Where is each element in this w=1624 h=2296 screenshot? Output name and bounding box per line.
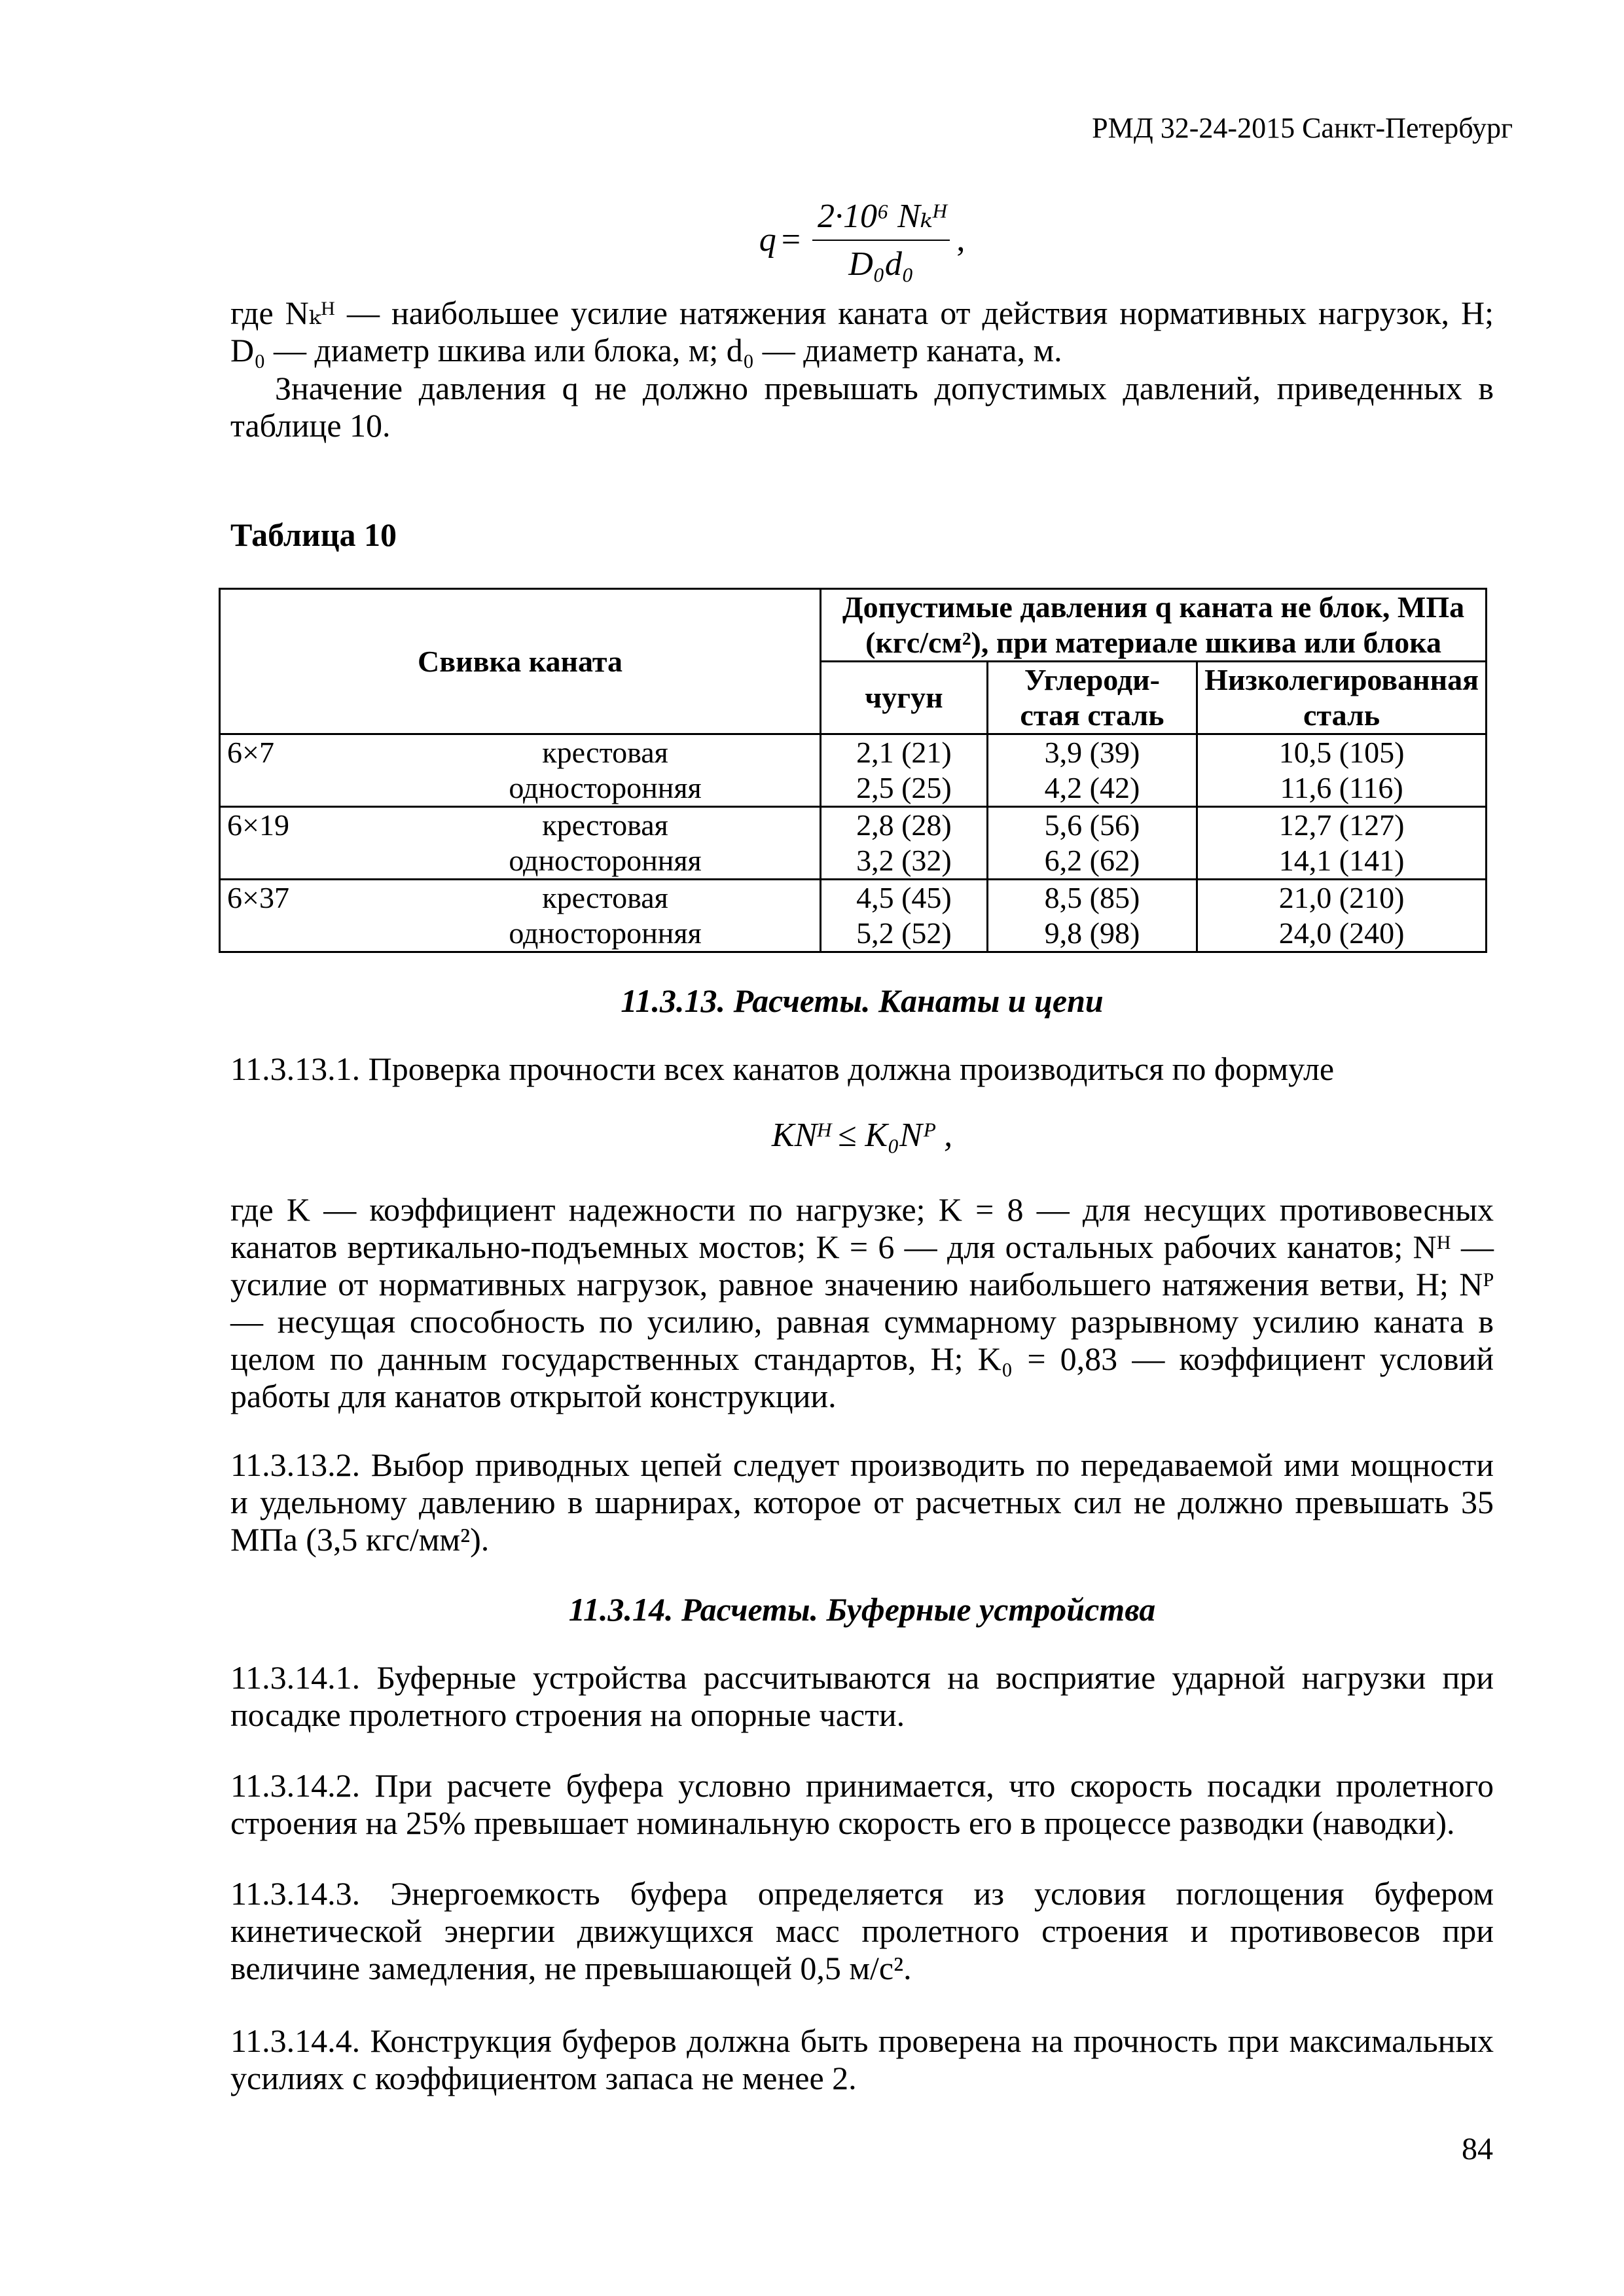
carbon-cell [987,734,1197,807]
table-row [220,734,1487,807]
rope-lay-cross: крестовая [542,881,668,914]
rope-lay-cross: крестовая [542,736,668,769]
rope-lay-one-side: односторонняя [509,916,702,950]
section-14-p3: 11.3.14.3. Энергоемкость буфера определяется из условия поглощения буфером кинетической энергии движущихся масс пролетного строения и противовесов при величине замедления, не превышающей 0,5 м/с². [230,1875,1494,1986]
formula-q-numerator: 2·10⁶ Nₖᴴ [812,196,950,241]
value: 2,1 (21) [856,736,952,769]
value: 5,6 (56) [1044,808,1140,842]
formula-q-denominator: D₀d₀ [848,245,914,283]
lowalloy-cell [1197,880,1487,952]
value: 3,9 (39) [1044,736,1140,769]
formula-kn: KNᴴ ≤ K₀Nᴾ , [771,1117,953,1154]
value: 2,8 (28) [856,808,952,842]
formula-q-trail: , [956,221,965,259]
header-group: Допустимые давления q каната не блок, МПа (кгс/см²), при материале шкива или блока [821,589,1487,662]
section-13-p2: 11.3.13.2. Выбор приводных цепей следует производить по передаваемой ими мощности и удельному давлению в шарнирах, которое от расчетных сил не должно превышать 35 МПа (3,5 кгс/мм²). [230,1446,1494,1558]
header-carbon: Углероди-стая сталь [987,662,1197,734]
table-header-row-1 [220,589,1487,662]
value: 12,7 (127) [1278,808,1405,842]
value: 4,2 (42) [1044,771,1140,804]
formula-q-lhs: q [759,221,776,259]
value: 5,2 (52) [856,916,952,950]
table-row [220,807,1487,880]
header-castiron: чугун [821,662,988,734]
value: 11,6 (116) [1280,771,1403,804]
section-13-where: где K — коэффициент надежности по нагрузке; K = 8 — для несущих противовесных канатов вертикально-подъемных мостов; K = 6 — для остальных рабочих канатов; Nᴴ — усилие от нормативных нагрузок, равное значению наибольшего натяжения ветви, Н; Nᴾ — несущая способность по усилию, равная суммарному разрывному усилию каната в целом по данным государственных стандартов, Н; K₀ = 0,83 — коэффициент условий работы для канатов открытой конструкции. [230,1191,1494,1414]
header-lowalloy: Низколегированная сталь [1197,662,1487,734]
value: 14,1 (141) [1278,844,1405,877]
value: 8,5 (85) [1044,881,1140,914]
section-13-heading: 11.3.13. Расчеты. Канаты и цепи [621,982,1104,1019]
value: 2,5 (25) [856,771,952,804]
carbon-cell [987,807,1197,880]
value: 3,2 (32) [856,844,952,877]
page-number: 84 [1462,2132,1493,2166]
lowalloy-cell [1197,807,1487,880]
castiron-cell [821,807,988,880]
value: 4,5 (45) [856,881,952,914]
value: 10,5 (105) [1278,736,1405,769]
pressure-table [219,588,1487,953]
running-head: РМД 32-24-2015 Санкт-Петербург [1092,112,1513,144]
rope-id: 6×19 [227,808,289,842]
section-14-heading: 11.3.14. Расчеты. Буферные устройства [568,1591,1156,1628]
section-14-p1: 11.3.14.1. Буферные устройства рассчитываются на восприятие ударной нагрузки при посадке пролетного строения на опорные части. [230,1659,1494,1733]
rope-lay-one-side: односторонняя [509,771,702,804]
paragraph-where-q: где Nₖᴴ — наибольшее усилие натяжения каната от действия нормативных нагрузок, Н; D₀ — диаметр шкива или блока, м; d₀ — диаметр каната, м. [230,295,1494,368]
rope-cell [220,734,821,807]
value: 9,8 (98) [1044,916,1140,950]
lowalloy-cell [1197,734,1487,807]
value: 21,0 (210) [1278,881,1405,914]
rope-lay-cross: крестовая [542,808,668,842]
table-title: Таблица 10 [230,516,397,553]
castiron-cell [821,880,988,952]
rope-cell [220,807,821,880]
table-row [220,880,1487,952]
header-rope: Свивка каната [220,589,821,734]
value: 24,0 (240) [1278,916,1405,950]
section-14-p4: 11.3.14.4. Конструкция буферов должна быть проверена на прочность при максимальных усилиях с коэффициентом запаса не менее 2. [230,2022,1494,2096]
rope-id: 6×37 [227,881,289,914]
section-14-p2: 11.3.14.2. При расчете буфера условно принимается, что скорость посадки пролетного строения на 25% превышает номинальную скорость его в процессе разводки (наводки). [230,1767,1494,1841]
rope-id: 6×7 [227,736,274,769]
paragraph-limit-q: Значение давления q не должно превышать допустимых давлений, приведенных в таблице 10. [230,370,1494,444]
carbon-cell [987,880,1197,952]
rope-lay-one-side: односторонняя [509,844,702,877]
rope-cell [220,880,821,952]
formula-q: q = $\frac{\text{2·10⁶ Nₖᴴ}}{\text{D₀d₀}}$ , [759,198,965,283]
value: 6,2 (62) [1044,844,1140,877]
castiron-cell [821,734,988,807]
section-13-p1: 11.3.13.1. Проверка прочности всех канатов должна производиться по формуле [230,1050,1335,1087]
